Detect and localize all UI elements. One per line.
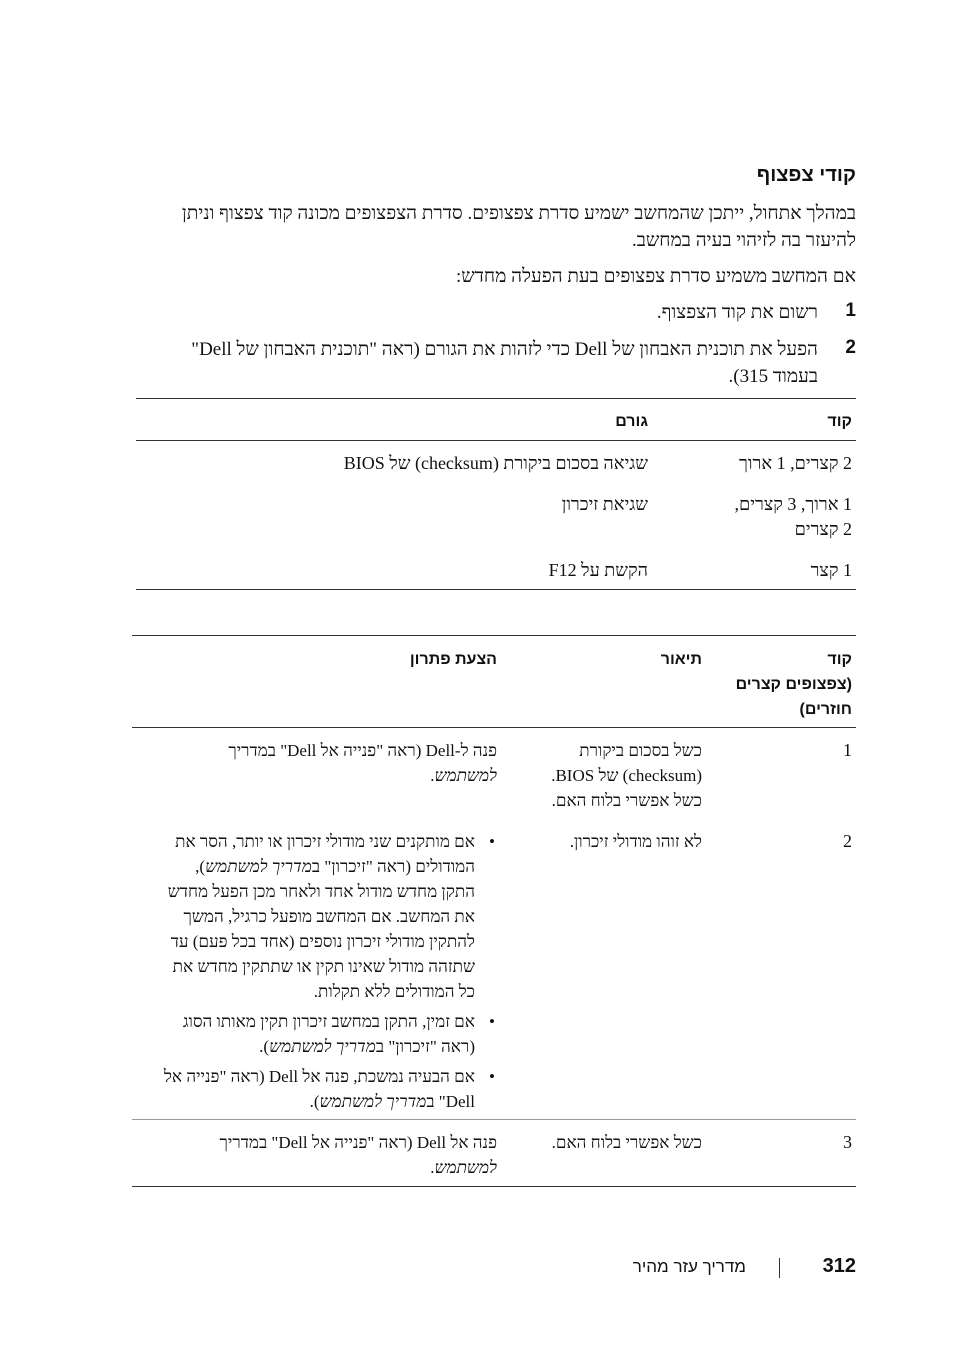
solution-bullet-1: • אם מותקנים שני מודולי זיכרון או יותר, הסר את המודולים (ראה "זיכרון" במדריך למשתמש), התקן מחדש מודול אחד ולאחר מכן הפעל מחדש את המחשב. אם המחשב מופעל כרגיל, המשך להתקין מודולי זיכרון נוספים (אחד בכל פעם) עד שתזהה מודול שאינו תקין או שתתקין מחדש את כל המודולים ללא תקלות.	[167, 832, 495, 1001]
table1-row-3-code: 1 קצר	[810, 560, 852, 580]
table2-row-divider	[132, 1119, 856, 1120]
step-1-text: רשום את קוד הצפצוף.	[656, 302, 818, 323]
table1-header-code: קוד	[827, 413, 852, 430]
step-2-line-1: הפעל את תוכנית האבחון של Dell כדי לזהות את הגורם (ראה "תוכנית האבחון של Dell"	[191, 339, 818, 360]
table2-row-3-code: 3	[843, 1132, 852, 1152]
table2-top-rule	[132, 635, 856, 636]
table2-row-2-description: לא זוהו מודולי זיכרון.	[569, 832, 702, 851]
table2-row-1-code: 1	[843, 740, 852, 760]
table2-header-rule	[132, 727, 856, 728]
table2-bottom-rule	[132, 1186, 856, 1187]
footer-title: מדריך עזר מהיר	[632, 1257, 746, 1276]
table1-top-rule	[136, 398, 856, 399]
step-1-number: 1	[845, 300, 856, 321]
table1-row-1-code: 2 קצרים, 1 ארוך	[739, 453, 852, 473]
table1-header-cause: גורם	[615, 413, 648, 430]
table1-row-1-cause: שגיאה בסכום ביקורת (checksum) של BIOS	[343, 453, 648, 473]
table2-header-code: קוד (צפצופים קצרים חוזרים)	[735, 651, 852, 718]
solution-bullet-2: • אם זמין, התקן במחשב זיכרון תקין מאותו הסוג (ראה "זיכרון" במדריך למשתמש).	[182, 1012, 495, 1056]
footer-separator	[779, 1258, 780, 1278]
step-2-text	[128, 336, 818, 390]
page-heading: קודי צפצוף	[756, 164, 856, 186]
table2-row-1-solution: פנה ל-Dell (ראה "פנייה אל Dell" במדריך למשתמש.	[228, 741, 497, 785]
intro-line-2: להיעזר בה לזיהוי בעיה במחשב.	[631, 230, 856, 251]
intro-line-1: במהלך אתחול, ייתכן שהמחשב ישמיע סדרת צפצופים. סדרת הצפצופים מכונה קוד צפצוף וניתן	[181, 203, 856, 224]
table1-row-2-code: 1 ארוך, 3 קצרים, 2 קצרים	[734, 494, 852, 539]
table1-header-rule	[136, 440, 856, 441]
table1-row-3-cause: הקשת על F12	[548, 560, 648, 580]
table2-header-solution: הצעת פתרון	[409, 651, 497, 668]
solution-bullet-3: • אם הבעיה נמשכת, פנה אל Dell (ראה "פנייה אל Dell" במדריך למשתמש).	[163, 1067, 495, 1111]
table2-header-description: תיאור	[660, 651, 702, 668]
table2-row-2-solution	[127, 829, 497, 1119]
intro-paragraph	[132, 200, 856, 254]
table2-row-3-solution: פנה אל Dell (ראה "פנייה אל Dell" במדריך למשתמש.	[219, 1133, 497, 1177]
table1-bottom-rule	[136, 589, 856, 590]
table2-row-1-description: כשל בסכום ביקורת (checksum) של BIOS. כשל אפשרי בלוח האם.	[551, 741, 702, 810]
step-2-line-2: בעמוד 315).	[728, 366, 818, 387]
footer-page-number: 312	[822, 1255, 856, 1277]
condition-text: אם המחשב משמיע סדרת צפצופים בעת הפעלה מחדש:	[456, 266, 856, 287]
table1-row-2-cause: שגיאת זיכרון	[561, 494, 648, 514]
table2-row-2-code: 2	[843, 831, 852, 851]
step-2-number: 2	[845, 337, 856, 358]
table2-row-3-description: כשל אפשרי בלוח האם.	[551, 1133, 702, 1152]
